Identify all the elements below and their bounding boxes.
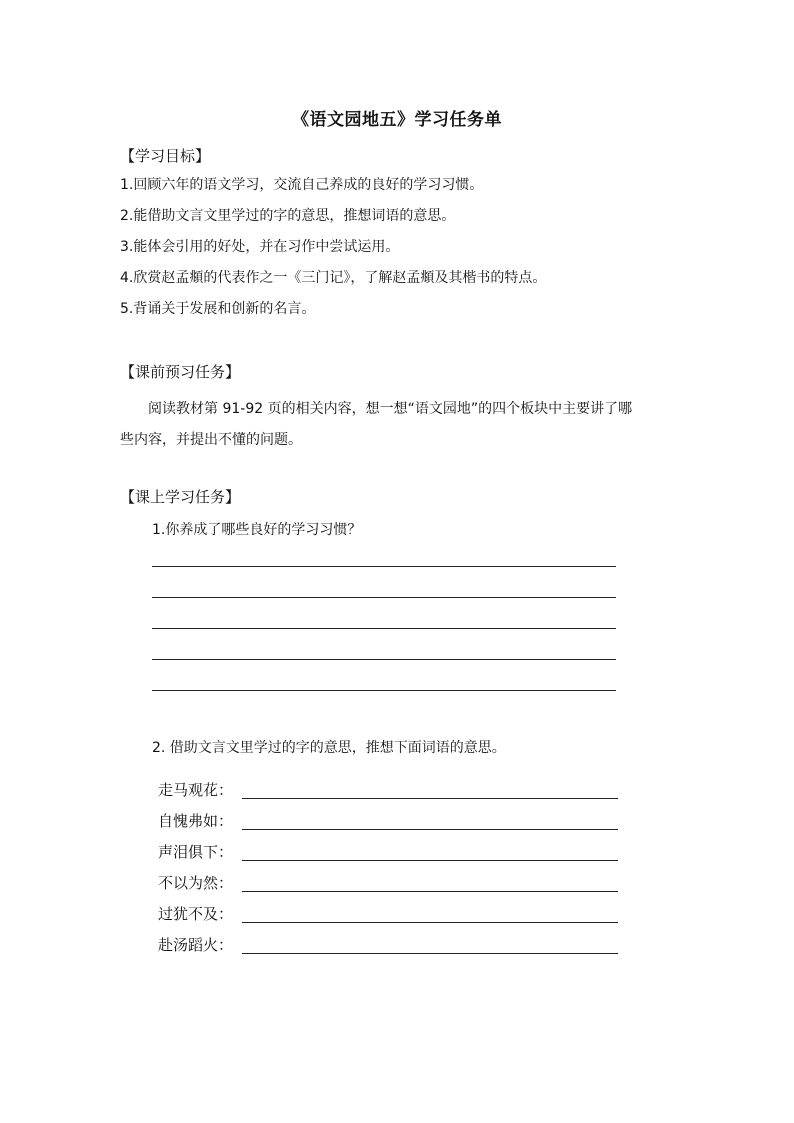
answer-line-2[interactable] <box>152 597 616 598</box>
answer-line-5[interactable] <box>152 690 616 691</box>
answer-line-4[interactable] <box>152 659 616 660</box>
idiom-label: 走马观花： <box>158 781 234 799</box>
idiom-label: 过犹不及： <box>158 905 234 923</box>
goal-item-3: 3.能体会引用的好处，并在习作中尝试运用。 <box>120 239 400 255</box>
idiom-label: 赴汤蹈火： <box>158 936 234 954</box>
question-1: 1.你养成了哪些良好的学习习惯？ <box>152 522 362 538</box>
page-title: 《语文园地五》学习任务单 <box>292 110 502 130</box>
answer-line-1[interactable] <box>152 566 616 567</box>
idiom-answer-line[interactable] <box>242 860 618 861</box>
idiom-label: 不以为然： <box>158 874 234 892</box>
preview-heading: 【课前预习任务】 <box>120 363 241 381</box>
idiom-row-3 <box>158 841 618 863</box>
question-2: 2. 借助文言文里学过的字的意思，推想下面词语的意思。 <box>152 740 506 756</box>
goal-item-5: 5.背诵关于发展和创新的名言。 <box>120 301 316 317</box>
idiom-label: 声泪俱下： <box>158 843 234 861</box>
idiom-answer-line[interactable] <box>242 953 618 954</box>
goal-item-2: 2.能借助文言文里学过的字的意思，推想词语的意思。 <box>120 208 456 224</box>
idiom-answer-line[interactable] <box>242 891 618 892</box>
idiom-row-6 <box>158 934 618 956</box>
idiom-row-4 <box>158 872 618 894</box>
preview-text: 阅读教材第 91-92 页的相关内容，想一想“语文园地”的四个板块中主要讲了哪些内容，并提出不懂的问题。 <box>120 401 633 448</box>
idiom-label: 自愧弗如： <box>158 812 234 830</box>
answer-line-3[interactable] <box>152 628 616 629</box>
idiom-row-1 <box>158 779 618 801</box>
goals-heading: 【学习目标】 <box>120 147 211 165</box>
goal-item-4: 4.欣赏赵孟頫的代表作之一《三门记》，了解赵孟頫及其楷书的特点。 <box>120 270 547 286</box>
idiom-answer-line[interactable] <box>242 798 618 799</box>
idiom-row-2 <box>158 810 618 832</box>
class-tasks-heading: 【课上学习任务】 <box>120 488 241 506</box>
idiom-answer-line[interactable] <box>242 922 618 923</box>
idiom-row-5 <box>158 903 618 925</box>
goal-item-1: 1.回顾六年的语文学习，交流自己养成的良好的学习习惯。 <box>120 177 484 193</box>
idiom-answer-line[interactable] <box>242 829 618 830</box>
